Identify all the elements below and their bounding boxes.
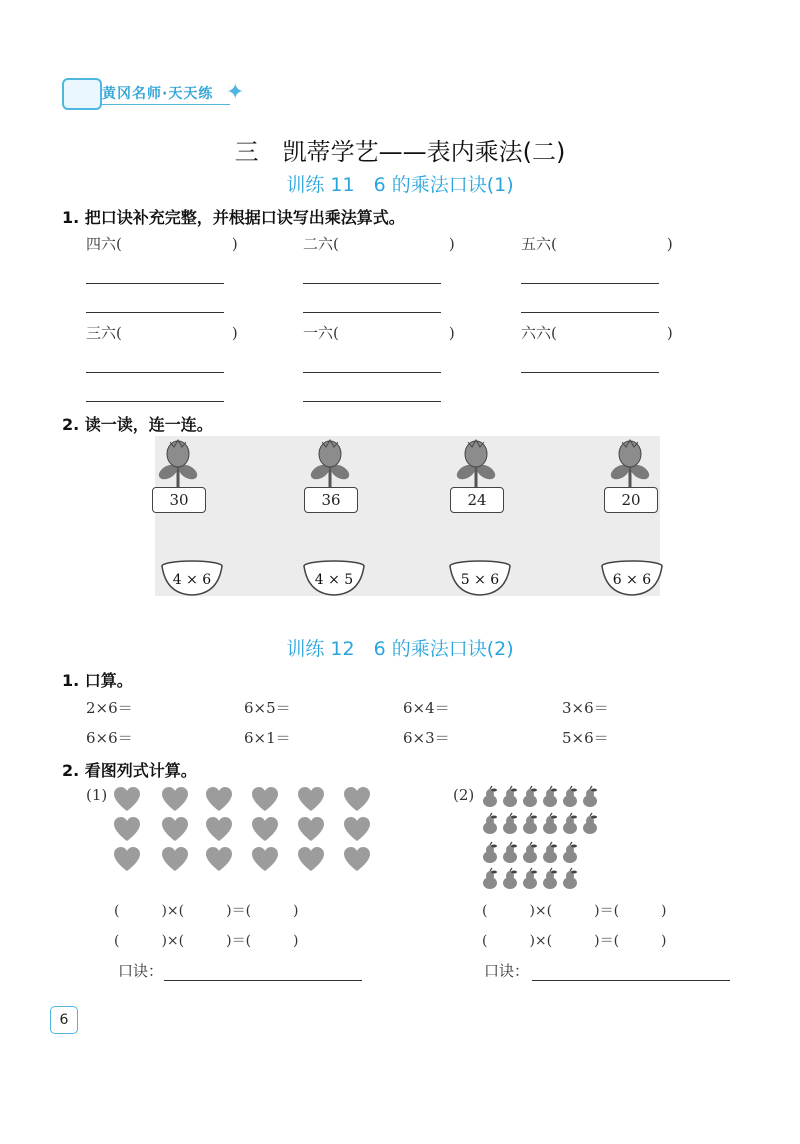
heart-icon: [344, 787, 370, 811]
bowl-expression[interactable]: 4 × 5: [314, 572, 354, 588]
heart-icon: [162, 817, 188, 841]
chapter-title: 三 凯蒂学艺——表内乘法(二): [234, 138, 566, 166]
lesson12-title: 训练 12 6 的乘法口诀(2): [286, 638, 514, 660]
flower-number-card[interactable]: 24: [450, 487, 504, 513]
flower-icon: [308, 436, 352, 488]
flower-icon: [454, 436, 498, 488]
heart-icon: [206, 787, 232, 811]
answer-line[interactable]: [86, 283, 224, 284]
oral-calc-item[interactable]: 5×6＝: [562, 729, 609, 747]
oral-calc-item[interactable]: 2×6＝: [86, 699, 133, 717]
bowl-expression[interactable]: 6 × 6: [612, 572, 652, 588]
flower-number-card[interactable]: 20: [604, 487, 658, 513]
logo-underline: [100, 104, 230, 105]
rhyme-fill[interactable]: 一六( ): [303, 324, 455, 342]
flower-number-card[interactable]: 36: [304, 487, 358, 513]
answer-line[interactable]: [521, 372, 659, 373]
heart-icon: [344, 847, 370, 871]
flower-number-card[interactable]: 30: [152, 487, 206, 513]
formula-blank[interactable]: ( )×( )＝( ): [114, 903, 299, 919]
rhyme-fill[interactable]: 三六( ): [86, 324, 238, 342]
rhyme-fill[interactable]: 四六( ): [86, 235, 238, 253]
koujue-label: 口诀：: [484, 962, 530, 980]
answer-line[interactable]: [86, 372, 224, 373]
lesson12-q2-title: 2. 看图列式计算。: [62, 761, 197, 780]
rhyme-fill[interactable]: 二六( ): [303, 235, 455, 253]
series-name: 黄冈名师·天天练: [102, 86, 214, 102]
flower-icon: [156, 436, 200, 488]
hearts-figure: [110, 783, 380, 879]
rhyme-fill[interactable]: 五六( ): [521, 235, 673, 253]
heart-icon: [252, 817, 278, 841]
oral-calc-item[interactable]: 6×1＝: [244, 729, 291, 747]
answer-line[interactable]: [86, 312, 224, 313]
heart-icon: [252, 847, 278, 871]
matching-scene: [155, 436, 660, 596]
heart-icon: [162, 787, 188, 811]
part2-label: (2): [453, 786, 475, 804]
rhyme-fill[interactable]: 六六( ): [521, 324, 673, 342]
lesson11-q2-title: 2. 读一读，连一连。: [62, 415, 213, 434]
bear-logo-icon: [62, 78, 102, 110]
bowl-expression[interactable]: 4 × 6: [172, 572, 212, 588]
heart-icon: [206, 817, 232, 841]
heart-icon: [298, 817, 324, 841]
koujue-answer-line[interactable]: [164, 980, 362, 981]
formula-blank[interactable]: ( )×( )＝( ): [482, 933, 667, 949]
bowl-expression[interactable]: 5 × 6: [460, 572, 500, 588]
answer-line[interactable]: [521, 283, 659, 284]
flower-icon: [608, 436, 652, 488]
lesson11-q1-title: 1. 把口诀补充完整，并根据口诀写出乘法算式。: [62, 208, 405, 227]
answer-line[interactable]: [86, 401, 224, 402]
page-number: 6: [50, 1006, 78, 1034]
lesson12-q1-title: 1. 口算。: [62, 671, 133, 690]
series-logo: [62, 78, 252, 108]
oral-calc-item[interactable]: 3×6＝: [562, 699, 609, 717]
heart-icon: [344, 817, 370, 841]
heart-icon: [298, 787, 324, 811]
oral-calc-item[interactable]: 6×5＝: [244, 699, 291, 717]
heart-icon: [114, 847, 140, 871]
formula-blank[interactable]: ( )×( )＝( ): [114, 933, 299, 949]
heart-icon: [206, 847, 232, 871]
koujue-label: 口诀：: [118, 962, 164, 980]
answer-line[interactable]: [303, 283, 441, 284]
oral-calc-item[interactable]: 6×6＝: [86, 729, 133, 747]
formula-blank[interactable]: ( )×( )＝( ): [482, 903, 667, 919]
heart-icon: [298, 847, 324, 871]
heart-icon: [114, 787, 140, 811]
heart-icon: [114, 817, 140, 841]
pears-figure: [482, 784, 606, 892]
star-icon: ✦: [226, 80, 245, 105]
answer-line[interactable]: [521, 312, 659, 313]
heart-icon: [162, 847, 188, 871]
answer-line[interactable]: [303, 401, 441, 402]
oral-calc-item[interactable]: 6×4＝: [403, 699, 450, 717]
answer-line[interactable]: [303, 312, 441, 313]
koujue-answer-line[interactable]: [532, 980, 730, 981]
part1-label: (1): [86, 786, 108, 804]
oral-calc-item[interactable]: 6×3＝: [403, 729, 450, 747]
lesson11-title: 训练 11 6 的乘法口诀(1): [286, 174, 514, 196]
answer-line[interactable]: [303, 372, 441, 373]
heart-icon: [252, 787, 278, 811]
